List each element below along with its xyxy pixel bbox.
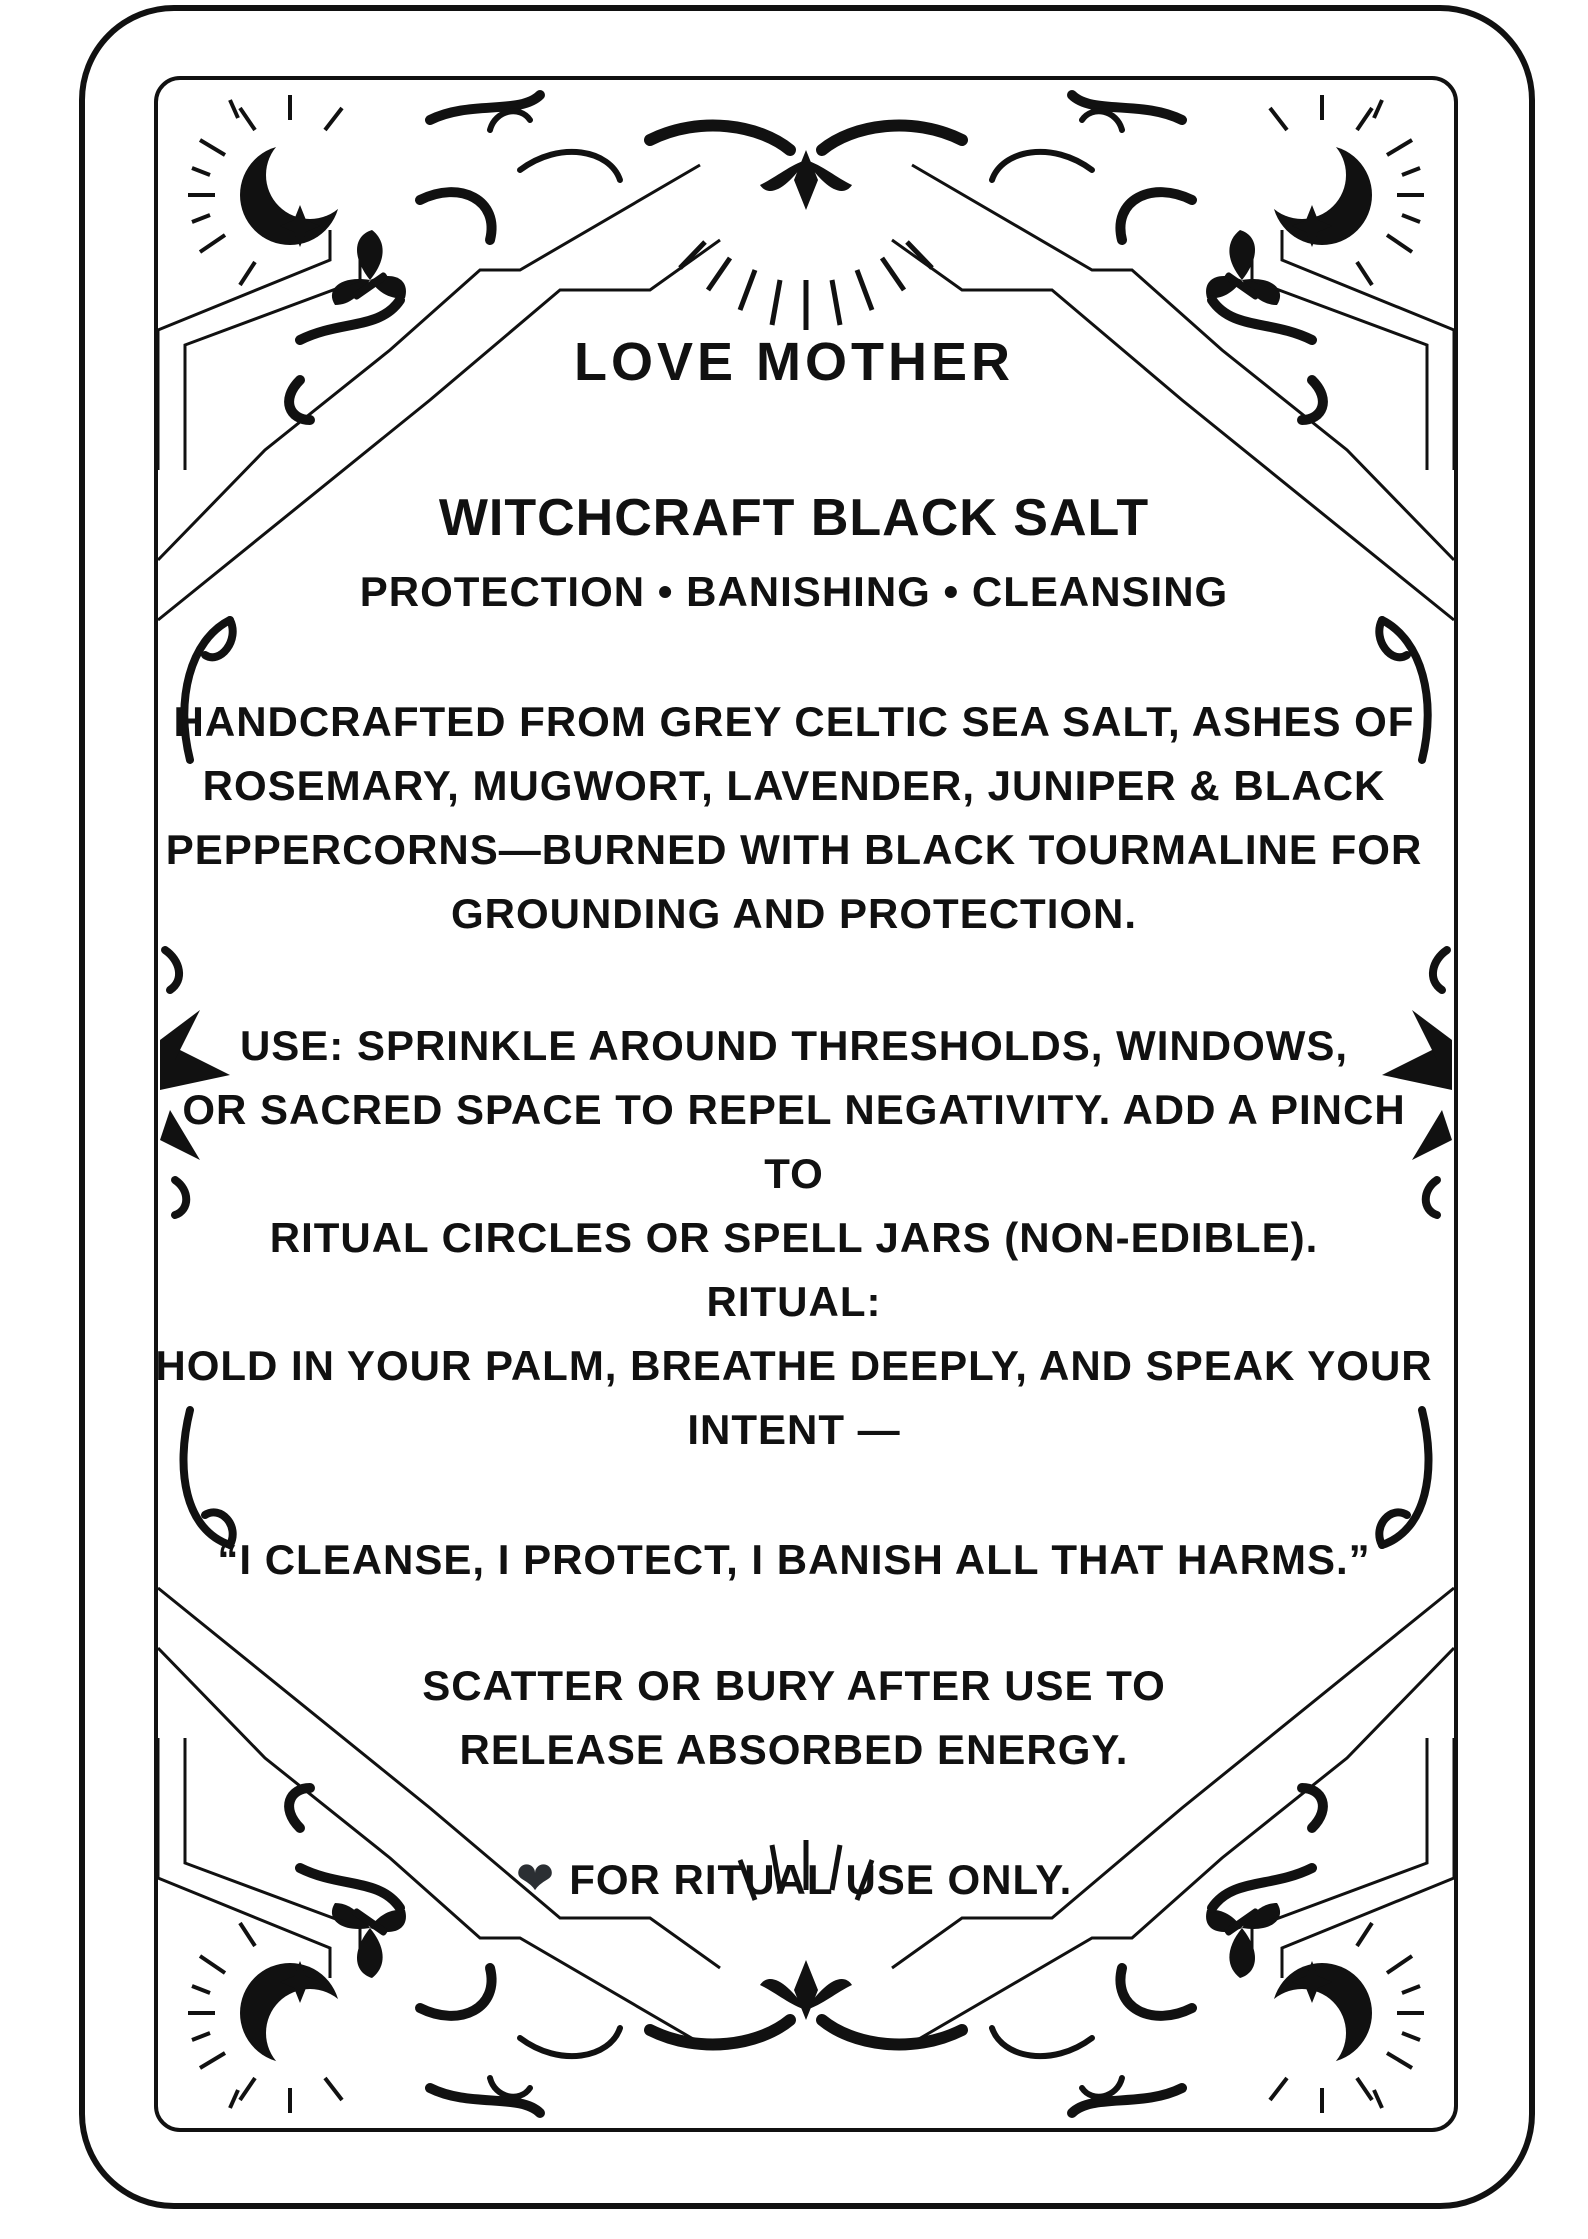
ritual-heading: RITUAL:: [706, 1278, 882, 1325]
usage-line: OR SACRED SPACE TO REPEL NEGATIVITY. ADD A PINCH TO: [182, 1086, 1406, 1197]
heart-icon: ❤: [515, 1852, 556, 1904]
ritual-line: HOLD IN YOUR PALM, BREATHE DEEPLY, AND SPEAK YOUR: [155, 1342, 1433, 1389]
brand-name: LOVE MOTHER: [573, 332, 1014, 392]
aftercare-paragraph: [150, 1654, 1438, 1782]
usage-line: USE: SPRINKLE AROUND THRESHOLDS, WINDOWS,: [239, 1022, 1349, 1069]
ritual-paragraph: [150, 1334, 1438, 1462]
ritual-line: INTENT —: [687, 1406, 901, 1453]
description-line: HANDCRAFTED FROM GREY CELTIC SEA SALT, ASHES OF: [173, 698, 1415, 745]
ritual-chant: “I CLEANSE, I PROTECT, I BANISH ALL THAT HARMS.”: [217, 1536, 1371, 1583]
usage-paragraph: [150, 1014, 1438, 1270]
ritual-use-notice: [150, 1846, 1438, 1912]
description-line: GROUNDING AND PROTECTION.: [450, 890, 1138, 937]
aftercare-line: SCATTER OR BURY AFTER USE TO: [422, 1662, 1166, 1709]
notice-text: FOR RITUAL USE ONLY.: [569, 1856, 1073, 1903]
description-line: PEPPERCORNS—BURNED WITH BLACK TOURMALINE FOR: [165, 826, 1423, 873]
product-subtitle: PROTECTION • BANISHING • CLEANSING: [359, 568, 1229, 615]
aftercare-line: RELEASE ABSORBED ENERGY.: [459, 1726, 1129, 1773]
usage-line: RITUAL CIRCLES OR SPELL JARS (NON-EDIBLE).: [269, 1214, 1319, 1261]
description-line: ROSEMARY, MUGWORT, LAVENDER, JUNIPER & BLACK: [202, 762, 1386, 809]
top-center-ornament: [650, 126, 962, 330]
description-paragraph: [150, 690, 1438, 946]
product-title: WITCHCRAFT BLACK SALT: [438, 489, 1150, 547]
